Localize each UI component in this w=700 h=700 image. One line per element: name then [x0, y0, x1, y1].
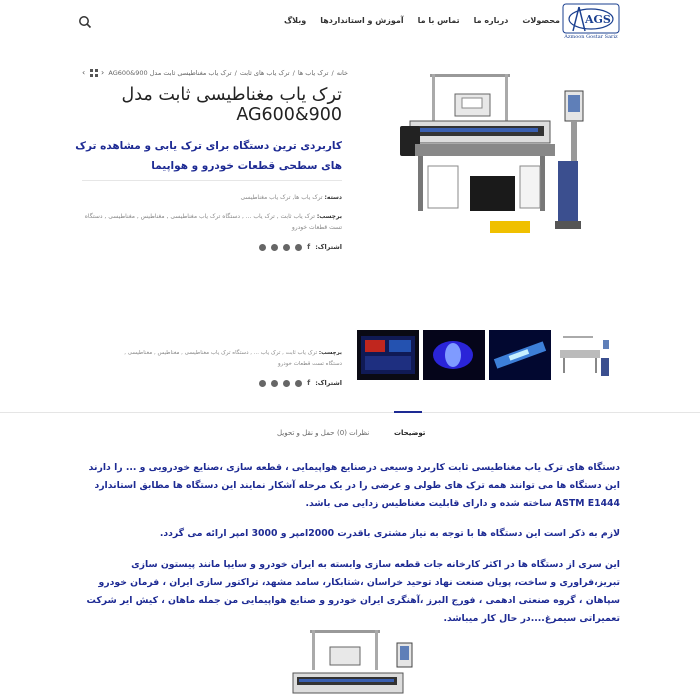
product-thumbnails [357, 330, 617, 380]
tab-description[interactable]: توضیحات [394, 429, 426, 437]
search-icon[interactable] [78, 15, 92, 29]
product-category [82, 192, 342, 203]
telegram-icon[interactable] [259, 380, 266, 387]
product-tags [82, 211, 342, 233]
tabs-divider [0, 412, 700, 413]
category-value[interactable]: ترک یاب ها, ترک یاب مغناطیسی [240, 194, 323, 201]
breadcrumb-subcategory[interactable]: ترک یاب های ثابت [239, 69, 290, 77]
facebook-icon[interactable]: f [307, 243, 311, 251]
tab-shipping[interactable]: حمل و نقل و تحویل [277, 429, 335, 437]
tags-value[interactable]: ترک یاب ثابت , ترک یاب ... , دستگاه ترک یاب مغناطیسی , مغناطیس , مغناطیسی , دستگاه تست قطعات خودرو [84, 213, 342, 231]
product-subtitle: کاربردی ترین دستگاه برای ترک یابی و مشاهده ترک های سطحی قطعات خودرو و هواپیما [75, 140, 342, 172]
linkedin-icon[interactable] [271, 244, 278, 251]
share-label: اشتراک: [315, 243, 342, 251]
site-header [0, 0, 700, 44]
twitter-icon[interactable] [295, 380, 302, 387]
description-paragraph-2: لازم به ذکر است این دستگاه ها با توجه به نیاز مشتری باقدرت 2000امپر و 3000 امپر ارائه می گردد. [159, 528, 620, 539]
tab-reviews[interactable]: نظرات (0) [337, 429, 370, 437]
active-tab-indicator [394, 411, 422, 413]
thumbnail-4[interactable] [555, 330, 617, 380]
linkedin-icon[interactable] [271, 380, 278, 387]
telegram-icon[interactable] [259, 244, 266, 251]
nav-item-blog[interactable]: وبلاگ [283, 16, 307, 25]
share-row [222, 243, 342, 251]
tags-value-2b[interactable]: دستگاه تست قطعات خودرو [277, 361, 342, 367]
logo-text: AGS [585, 13, 611, 26]
grid-icon[interactable] [90, 69, 98, 77]
pinterest-icon[interactable] [283, 244, 290, 251]
prev-product-icon[interactable]: ‹ [82, 68, 86, 77]
share-label-2: اشتراک: [315, 379, 342, 387]
nav-item-contact[interactable]: تماس با ما [417, 16, 460, 25]
thumbnail-3[interactable] [489, 330, 551, 380]
tags-value-2[interactable]: ترک یاب ثابت , ترک یاب ... , دستگاه ترک یاب مغناطیسی , مغناطیس , مغناطیسی , [124, 350, 318, 356]
divider [82, 180, 342, 181]
description-paragraph-1: دستگاه های ترک یاب مغناطیسی ثابت کاربرد وسیعی درصنایع هواپیمایی ، قطعه سازی ،صنایع خودرویی و ... را دارند این دستگاه ها می توانند همه ترک های طولی و عرضی را در یک مرحله آشکار نمایند این دستگاه ها مطابق استاندارد ASTM E1444 ساخته شده و دارای قابلیت مغناطیس زدایی می باشد. [88, 462, 620, 509]
facebook-icon[interactable]: f [307, 379, 311, 387]
product-image[interactable] [400, 66, 600, 246]
breadcrumb: خانه/ترک یاب ها/ترک یاب های ثابت/ترک یاب مغناطیسی ثابت مدل AG600&900 [108, 69, 348, 77]
nav-item-products[interactable]: محصولات [522, 16, 560, 25]
thumbnail-1[interactable] [357, 330, 419, 380]
logo-mark [563, 3, 619, 34]
category-label: دسته: [324, 194, 342, 201]
product-title: ترک یاب مغناطیسی ثابت مدل AG600&900 [121, 85, 342, 125]
description-image [285, 625, 435, 700]
product-tags-secondary [82, 348, 342, 370]
breadcrumb-current: ترک یاب مغناطیسی ثابت مدل AG600&900 [108, 69, 232, 77]
nav-item-about[interactable]: درباره ما [473, 16, 509, 25]
twitter-icon[interactable] [295, 244, 302, 251]
tags-label: برچسب: [316, 213, 342, 220]
nav-item-standards[interactable]: آموزش و استانداردها [320, 16, 404, 25]
pinterest-icon[interactable] [283, 380, 290, 387]
thumbnail-2[interactable] [423, 330, 485, 380]
description-paragraph-3: این سری از دستگاه ها در اکثر کارخانه جات قطعه سازی وابسته به ایران خودرو و سایپا مانند پیستون سازی تبریز،فراوری و ساخت، پویان صنعت نهاد توحید خراسان ،شتابکار، سامد مشهد، تراکتور سازی ایران ، فرمان خودرو سپاهان ، گروه صنعتی ادهمی ، فورج البرز ،آهنگری ایران خودرو و صنایع هواپیمایی من جمله ماهان ، کیش ایر شرکت تعمیراتی سیمرغ....در حال کار میباشد. [86, 559, 620, 624]
logo-subtext: Azmoon Gostar Sariz [564, 34, 618, 40]
breadcrumb-category[interactable]: ترک یاب ها [297, 69, 329, 77]
tags-label-2: برچسب: [318, 350, 342, 356]
share-row-secondary [222, 379, 342, 387]
main-nav [284, 16, 560, 25]
site-logo[interactable] [563, 3, 619, 43]
breadcrumb-home[interactable]: خانه [336, 69, 348, 77]
next-product-icon[interactable]: › [101, 68, 105, 77]
